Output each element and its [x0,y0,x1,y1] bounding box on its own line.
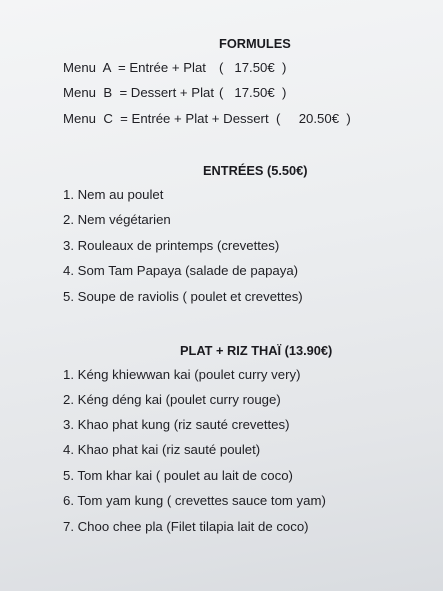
plat-item: 6. Tom yam kung ( crevettes sauce tom yam) [63,493,326,508]
menu-a-price: ( 17.50€ ) [219,60,287,75]
entree-item: 3. Rouleaux de printemps (crevettes) [63,238,280,253]
menu-c-label: Menu C = Entrée + Plat + Dessert [63,111,269,126]
menu-c-price: ( 20.50€ ) [276,111,351,126]
menu-b-price: ( 17.50€ ) [219,85,287,100]
plat-item: 4. Khao phat kai (riz sauté poulet) [63,442,261,457]
entree-item: 4. Som Tam Papaya (salade de papaya) [63,263,299,278]
plat-item: 3. Khao phat kung (riz sauté crevettes) [63,417,290,432]
plats-heading: PLAT + RIZ THAÏ (13.90€) [180,343,333,358]
entree-item: 2. Nem végétarien [63,212,171,227]
plat-item: 5. Tom khar kai ( poulet au lait de coco) [63,468,293,483]
menu-a-label: Menu A = Entrée + Plat [63,60,206,75]
formules-heading: FORMULES [219,36,291,51]
plat-item: 1. Kéng khiewwan kai (poulet curry very) [63,367,301,382]
entrees-heading: ENTRÉES (5.50€) [203,163,308,178]
plat-item: 2. Kéng déng kai (poulet curry rouge) [63,392,281,407]
entree-item: 5. Soupe de raviolis ( poulet et crevettes) [63,289,303,304]
plat-item: 7. Choo chee pla (Filet tilapia lait de coco) [63,519,309,534]
entree-item: 1. Nem au poulet [63,187,164,202]
menu-b-label: Menu B = Dessert + Plat [63,85,214,100]
